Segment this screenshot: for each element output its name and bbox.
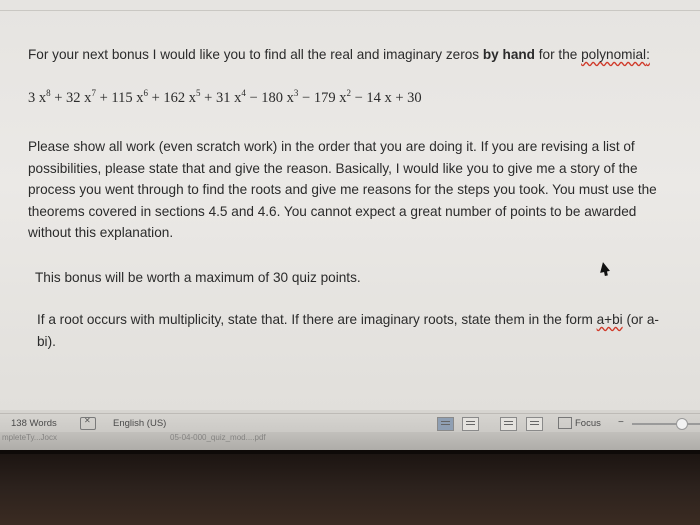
multiplicity-paragraph: [37, 309, 677, 352]
focus-button[interactable]: Focus: [575, 418, 601, 429]
zoom-slider[interactable]: [632, 423, 700, 425]
intro-bold-text: by hand: [482, 47, 535, 62]
mouse-cursor-icon: [598, 261, 610, 273]
bonus-note-paragraph: This bonus will be worth a maximum of 30 quiz points.: [35, 270, 361, 285]
status-bar: [0, 413, 700, 433]
taskbar-item-docx[interactable]: mpleteTy...Jocx: [2, 433, 57, 442]
poly-exponent: 4: [241, 88, 246, 98]
poly-exponent: 7: [91, 88, 96, 98]
poly-exponent: 5: [196, 88, 201, 98]
taskbar: [0, 432, 700, 450]
outline-view-button[interactable]: [500, 417, 517, 431]
poly-term: + 162 x: [147, 90, 197, 106]
draft-view-button[interactable]: [526, 417, 543, 431]
poly-term: + 32 x: [50, 90, 92, 106]
print-layout-view-button[interactable]: [437, 417, 454, 431]
multiplicity-text: If a root occurs with multiplicity, state that. If there are imaginary roots, state them in the form: [37, 312, 597, 327]
poly-exponent: 8: [46, 88, 51, 98]
poly-term: + 31 x: [200, 90, 242, 106]
multiplicity-end-text: (or a-bi).: [37, 312, 659, 349]
spell-flagged-form: a+bi: [596, 312, 623, 327]
page-top-border: [0, 10, 700, 11]
intro-mid-text: for the: [535, 47, 582, 62]
taskbar-item-pdf[interactable]: 05-04-000_quiz_mod....pdf: [170, 433, 266, 442]
poly-term: − 180 x: [245, 90, 294, 106]
word-count[interactable]: 138 Words: [11, 418, 57, 429]
focus-icon[interactable]: [558, 417, 572, 429]
zoom-out-button[interactable]: −: [618, 417, 624, 428]
proofing-error-icon[interactable]: [80, 417, 96, 430]
intro-spell-flagged-word: polynomial: [581, 47, 647, 62]
language-indicator[interactable]: English (US): [113, 418, 167, 429]
bezel-edge: [0, 450, 700, 454]
instructions-paragraph: Please show all work (even scratch work) in the order that you are doing it. If you are revising a list of possibilities, please state that and give the reason. Basically, I would like you to give me a story of the process you went through to find the roots and give me reasons for the steps you took. You must use the theorems covered in sections 4.5 and 4.6. You cannot expect a great number of points to be awarded without this explanation.: [28, 139, 657, 241]
laptop-bezel: [0, 450, 700, 525]
poly-term: − 14 x + 30: [350, 90, 422, 106]
poly-term: 3 x: [28, 90, 47, 106]
intro-colon: :: [646, 47, 650, 62]
poly-exponent: 3: [293, 88, 299, 98]
intro-text: For your next bonus I would like you to find all the real and imaginary zeros: [28, 47, 483, 62]
poly-term: − 179 x: [298, 90, 347, 106]
zoom-slider-handle[interactable]: [676, 418, 688, 430]
polynomial-equation: [28, 90, 422, 107]
poly-exponent: 6: [143, 88, 148, 98]
poly-exponent: 2: [346, 88, 351, 98]
web-layout-view-button[interactable]: [462, 417, 479, 431]
poly-term: + 115 x: [95, 90, 144, 106]
intro-paragraph: [28, 44, 678, 66]
